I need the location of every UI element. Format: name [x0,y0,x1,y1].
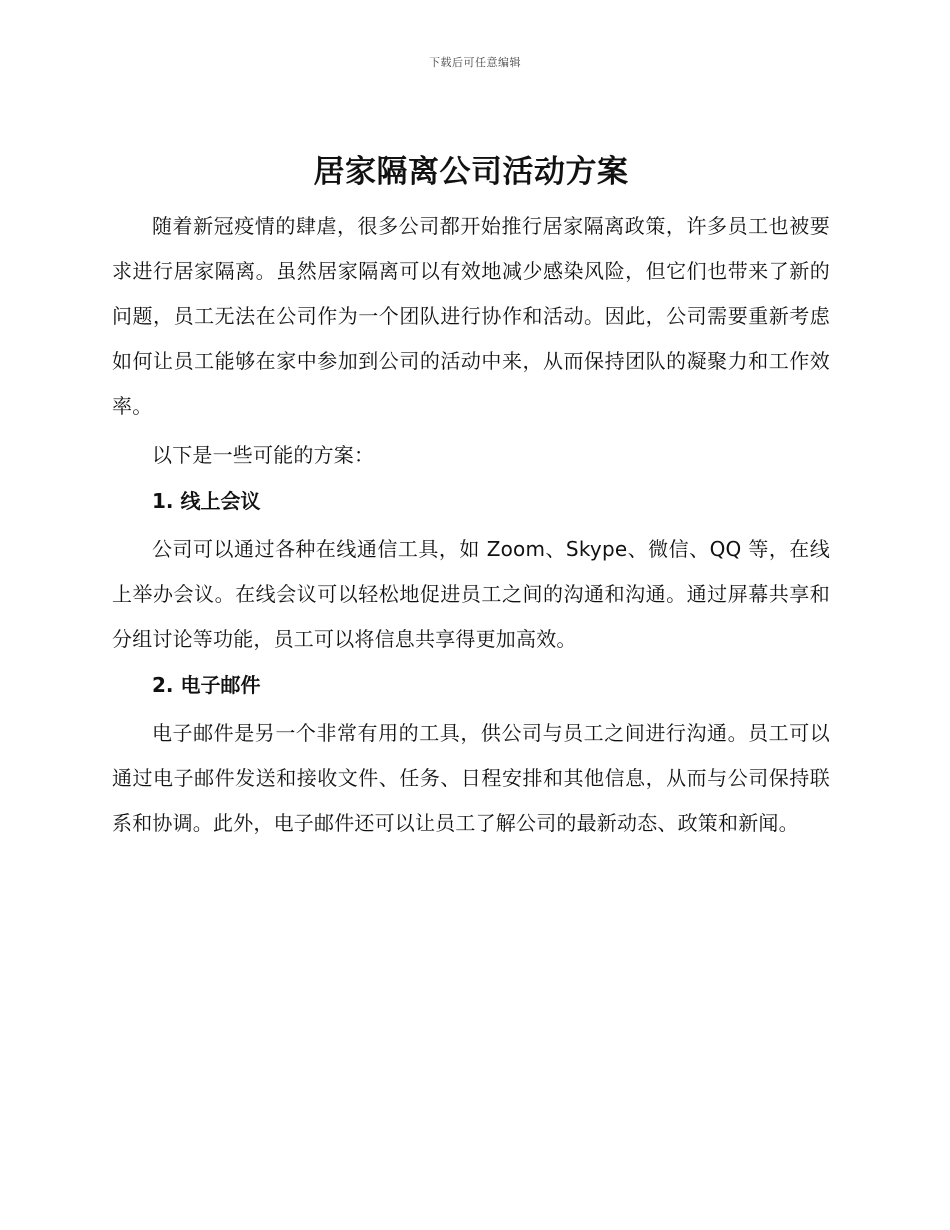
document-content [112,150,830,846]
section-heading-online-meeting: 1. 线上会议 [152,489,261,513]
section-body-email: 电子邮件是另一个非常有用的工具，供公司与员工之间进行沟通。员工可以通过电子邮件发送和接收文件、任务、日程安排和其他信息，从而与公司保持联系和协调。此外，电子邮件还可以让员工了解公司的最新动态、政策和新闻。 [112,721,830,835]
intro-paragraph: 随着新冠疫情的肆虐，很多公司都开始推行居家隔离政策，许多员工也被要求进行居家隔离。虽然居家隔离可以有效地减少感染风险，但它们也带来了新的问题，员工无法在公司作为一个团队进行协作和活动。因此，公司需要重新考虑如何让员工能够在家中参加到公司的活动中来，从而保持团队的凝聚力和工作效率。 [112,214,830,418]
section-heading-email: 2. 电子邮件 [152,673,261,697]
header-note: 下载后可任意编辑 [429,56,521,69]
section-body-online-meeting: 公司可以通过各种在线通信工具，如 Zoom、Skype、微信、QQ 等，在线上举办会议。在线会议可以轻松地促进员工之间的沟通和沟通。通过屏幕共享和分组讨论等功能，员工可以将信息共享得更加高效。 [112,537,830,651]
document-title: 居家隔离公司活动方案 [313,154,629,190]
lead-paragraph: 以下是一些可能的方案： [152,443,375,467]
